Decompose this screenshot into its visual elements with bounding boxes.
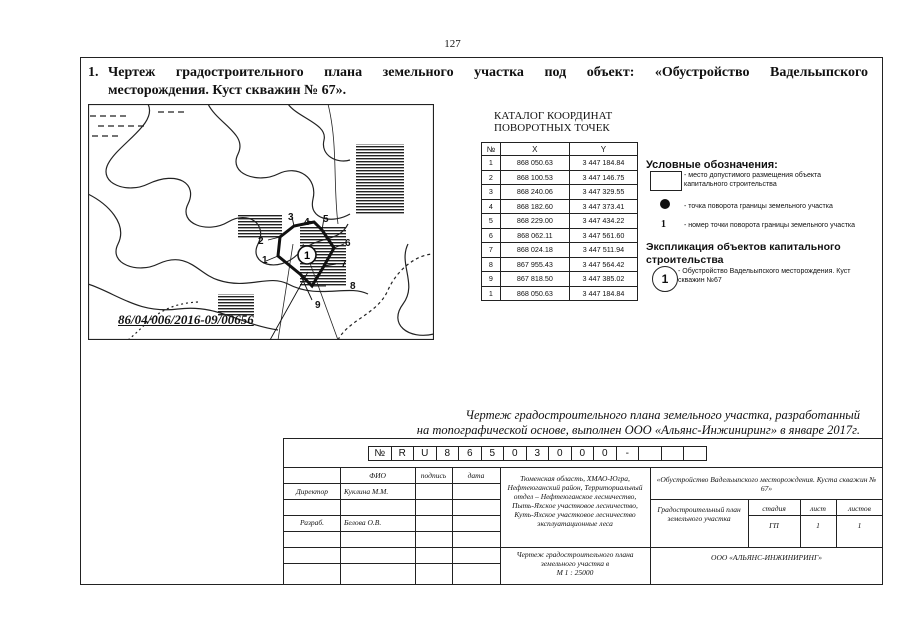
reg-number-sign: №: [368, 446, 392, 461]
point-label-3: 3: [288, 212, 294, 223]
legend-placement-box: [650, 171, 682, 191]
sheets-label: листов: [848, 504, 871, 513]
legend-title: Условные обозначения:: [646, 159, 778, 171]
cell-x: 868 050.63: [500, 156, 569, 171]
cell-x: 867 955.43: [500, 257, 569, 272]
cell-x: 868 240.06: [500, 185, 569, 200]
role-developer: Разраб.: [299, 518, 325, 527]
point-label-4: 4: [304, 217, 310, 228]
catalog-title-line-1: КАТАЛОГ КООРДИНАТ: [494, 110, 613, 122]
cell-y: 3 447 184.84: [569, 286, 637, 301]
tb-line: [650, 499, 883, 500]
point-label-9: 9: [315, 300, 321, 311]
heading-number: 1.: [88, 65, 99, 80]
page-heading: [88, 64, 868, 100]
drawing-caption: [280, 408, 860, 438]
sheet-value: 1: [816, 521, 820, 530]
reg-number-cell: R: [391, 446, 415, 461]
caption-line-2: на топографической основе, выполнен ООО «Альянс-Инжиниринг» в январе 2017г.: [416, 423, 860, 437]
point-label-5: 5: [323, 214, 329, 225]
col-date: дата: [467, 471, 485, 480]
cell-number: 4: [482, 199, 501, 214]
cell-y: 3 447 184.84: [569, 156, 637, 171]
sheets-value: 1: [857, 521, 862, 530]
catalog-title: [494, 110, 612, 134]
object-name: «Обустройство Вадельыпского месторождения. Куста скважин № 67»: [656, 475, 877, 493]
name-developer: Белова О.В.: [344, 518, 382, 527]
stage-value: ГП: [769, 521, 779, 530]
topographic-map: [88, 104, 434, 340]
name-director: Куклина М.М.: [344, 487, 389, 496]
explication-symbol: 1: [652, 266, 678, 292]
cell-number: 2: [482, 170, 501, 185]
tb-line: [748, 515, 883, 516]
table-row: [482, 170, 638, 185]
legend-point-number-text: - номер точки поворота границы земельного участка: [684, 222, 856, 229]
caption-line-1: Чертеж градостроительного плана земельного участка, разработанный: [465, 408, 860, 422]
table-header-row: [482, 143, 638, 156]
company-name: ООО «АЛЬЯНС-ИНЖИНИРИНГ»: [711, 553, 822, 562]
tb-line: [650, 467, 651, 584]
table-row: [482, 185, 638, 200]
cell-y: 3 447 561.60: [569, 228, 637, 243]
legend-placement-text: - место допустимого размещения объекта капитального строительства: [684, 172, 822, 188]
table-row: [482, 199, 638, 214]
tb-line: [415, 467, 416, 584]
coordinate-table: [481, 142, 638, 301]
reg-number-cell: 0: [593, 446, 617, 461]
reg-number-cell: -: [616, 446, 640, 461]
catalog-title-line-2: ПОВОРОТНЫХ ТОЧЕК: [494, 122, 610, 134]
tb-line: [283, 515, 500, 516]
table-row: [482, 286, 638, 301]
reg-number-cell: 5: [481, 446, 505, 461]
drawing-scale: М 1 : 25000: [556, 568, 594, 577]
cell-y: 3 447 385.02: [569, 272, 637, 287]
drawing-title: Чертеж градостроительного плана земельного участка в: [516, 550, 634, 568]
cell-x: 867 818.50: [500, 272, 569, 287]
cell-y: 3 447 329.55: [569, 185, 637, 200]
point-label-7: 7: [341, 259, 347, 270]
cell-number: 3: [482, 185, 501, 200]
role-director: Директор: [296, 487, 328, 496]
cell-x: 868 050.63: [500, 286, 569, 301]
reg-number-cell: 0: [548, 446, 572, 461]
cell-number: 6: [482, 228, 501, 243]
heading-line-2: месторождения. Куст скважин № 67».: [108, 83, 347, 98]
legend-turn-point-dot: [660, 199, 670, 209]
table-row: [482, 156, 638, 171]
explication-text: - Обустройство Вадельыпского месторождения. Куст скважин №67: [678, 268, 851, 284]
table-row: [482, 243, 638, 258]
point-label-8: 8: [350, 281, 356, 292]
reg-number-cell: [661, 446, 685, 461]
page-number: 127: [444, 38, 461, 50]
tb-line: [500, 467, 501, 584]
reg-number-cell: 3: [526, 446, 550, 461]
reg-number-cell: [638, 446, 662, 461]
point-label-2: 2: [258, 236, 264, 247]
tb-line: [283, 467, 883, 468]
cell-y: 3 447 434.22: [569, 214, 637, 229]
cell-number: 1: [482, 286, 501, 301]
cell-y: 3 447 511.94: [569, 243, 637, 258]
heading-line-1: Чертеж градостроительного плана земельного участка под объект: «Обустройство Вадельыпского: [108, 65, 868, 80]
cell-x: 868 062.11: [500, 228, 569, 243]
reg-number-cell: 8: [436, 446, 460, 461]
sheet-label: лист: [810, 504, 826, 513]
cell-x: 868 100.53: [500, 170, 569, 185]
point-label-1: 1: [262, 255, 268, 266]
cell-number: 9: [482, 272, 501, 287]
reg-number-cell: 0: [503, 446, 527, 461]
table-row: [482, 228, 638, 243]
table-row: [482, 214, 638, 229]
col-header-y: Y: [569, 143, 637, 156]
table-row: [482, 272, 638, 287]
cell-number: 5: [482, 214, 501, 229]
legend-point-number-symbol: 1: [661, 219, 666, 230]
point-label-6: 6: [345, 238, 351, 249]
table-row: [482, 257, 638, 272]
reg-number-cell: 0: [571, 446, 595, 461]
col-signature: подпись: [420, 471, 447, 480]
stage-label: стадия: [762, 504, 786, 513]
marsh-hatch-1: [356, 144, 404, 214]
cell-y: 3 447 146.75: [569, 170, 637, 185]
cell-number: 8: [482, 257, 501, 272]
legend-turn-point-text: - точка поворота границы земельного участка: [684, 203, 833, 210]
cell-y: 3 447 564.42: [569, 257, 637, 272]
col-fio: ФИО: [369, 471, 386, 480]
document-name: Градостроительный план земельного участка: [657, 505, 741, 523]
cell-x: 868 229.00: [500, 214, 569, 229]
location-text: Тюменская область, ХМАО-Югра, Нефтеюганский район, Территориальный отдел – Нефтеюганское лесничество, Пыть-Яхское участковое лесничество, Куть-Яхское участковое лесничество эксплуатационные леса: [507, 474, 643, 528]
reg-number-cell: U: [413, 446, 437, 461]
cadastral-number: 86/04/006/2016-09/00656: [118, 312, 254, 327]
reg-number-cell: 6: [458, 446, 482, 461]
col-header-x: X: [500, 143, 569, 156]
tb-line: [452, 467, 453, 584]
cell-x: 868 182.60: [500, 199, 569, 214]
cell-x: 868 024.18: [500, 243, 569, 258]
explication-title: Экспликация объектов капитального строительства: [646, 241, 841, 266]
col-header-number: №: [482, 143, 501, 156]
tb-line: [283, 499, 500, 500]
cell-number: 7: [482, 243, 501, 258]
cell-number: 1: [482, 156, 501, 171]
tb-line: [283, 531, 500, 532]
tb-line: [283, 483, 500, 484]
tb-line: [340, 467, 341, 584]
tb-line: [283, 547, 883, 548]
object-number: 1: [303, 250, 311, 262]
tb-line: [283, 563, 500, 564]
reg-number-cell: [683, 446, 707, 461]
cell-y: 3 447 373.41: [569, 199, 637, 214]
